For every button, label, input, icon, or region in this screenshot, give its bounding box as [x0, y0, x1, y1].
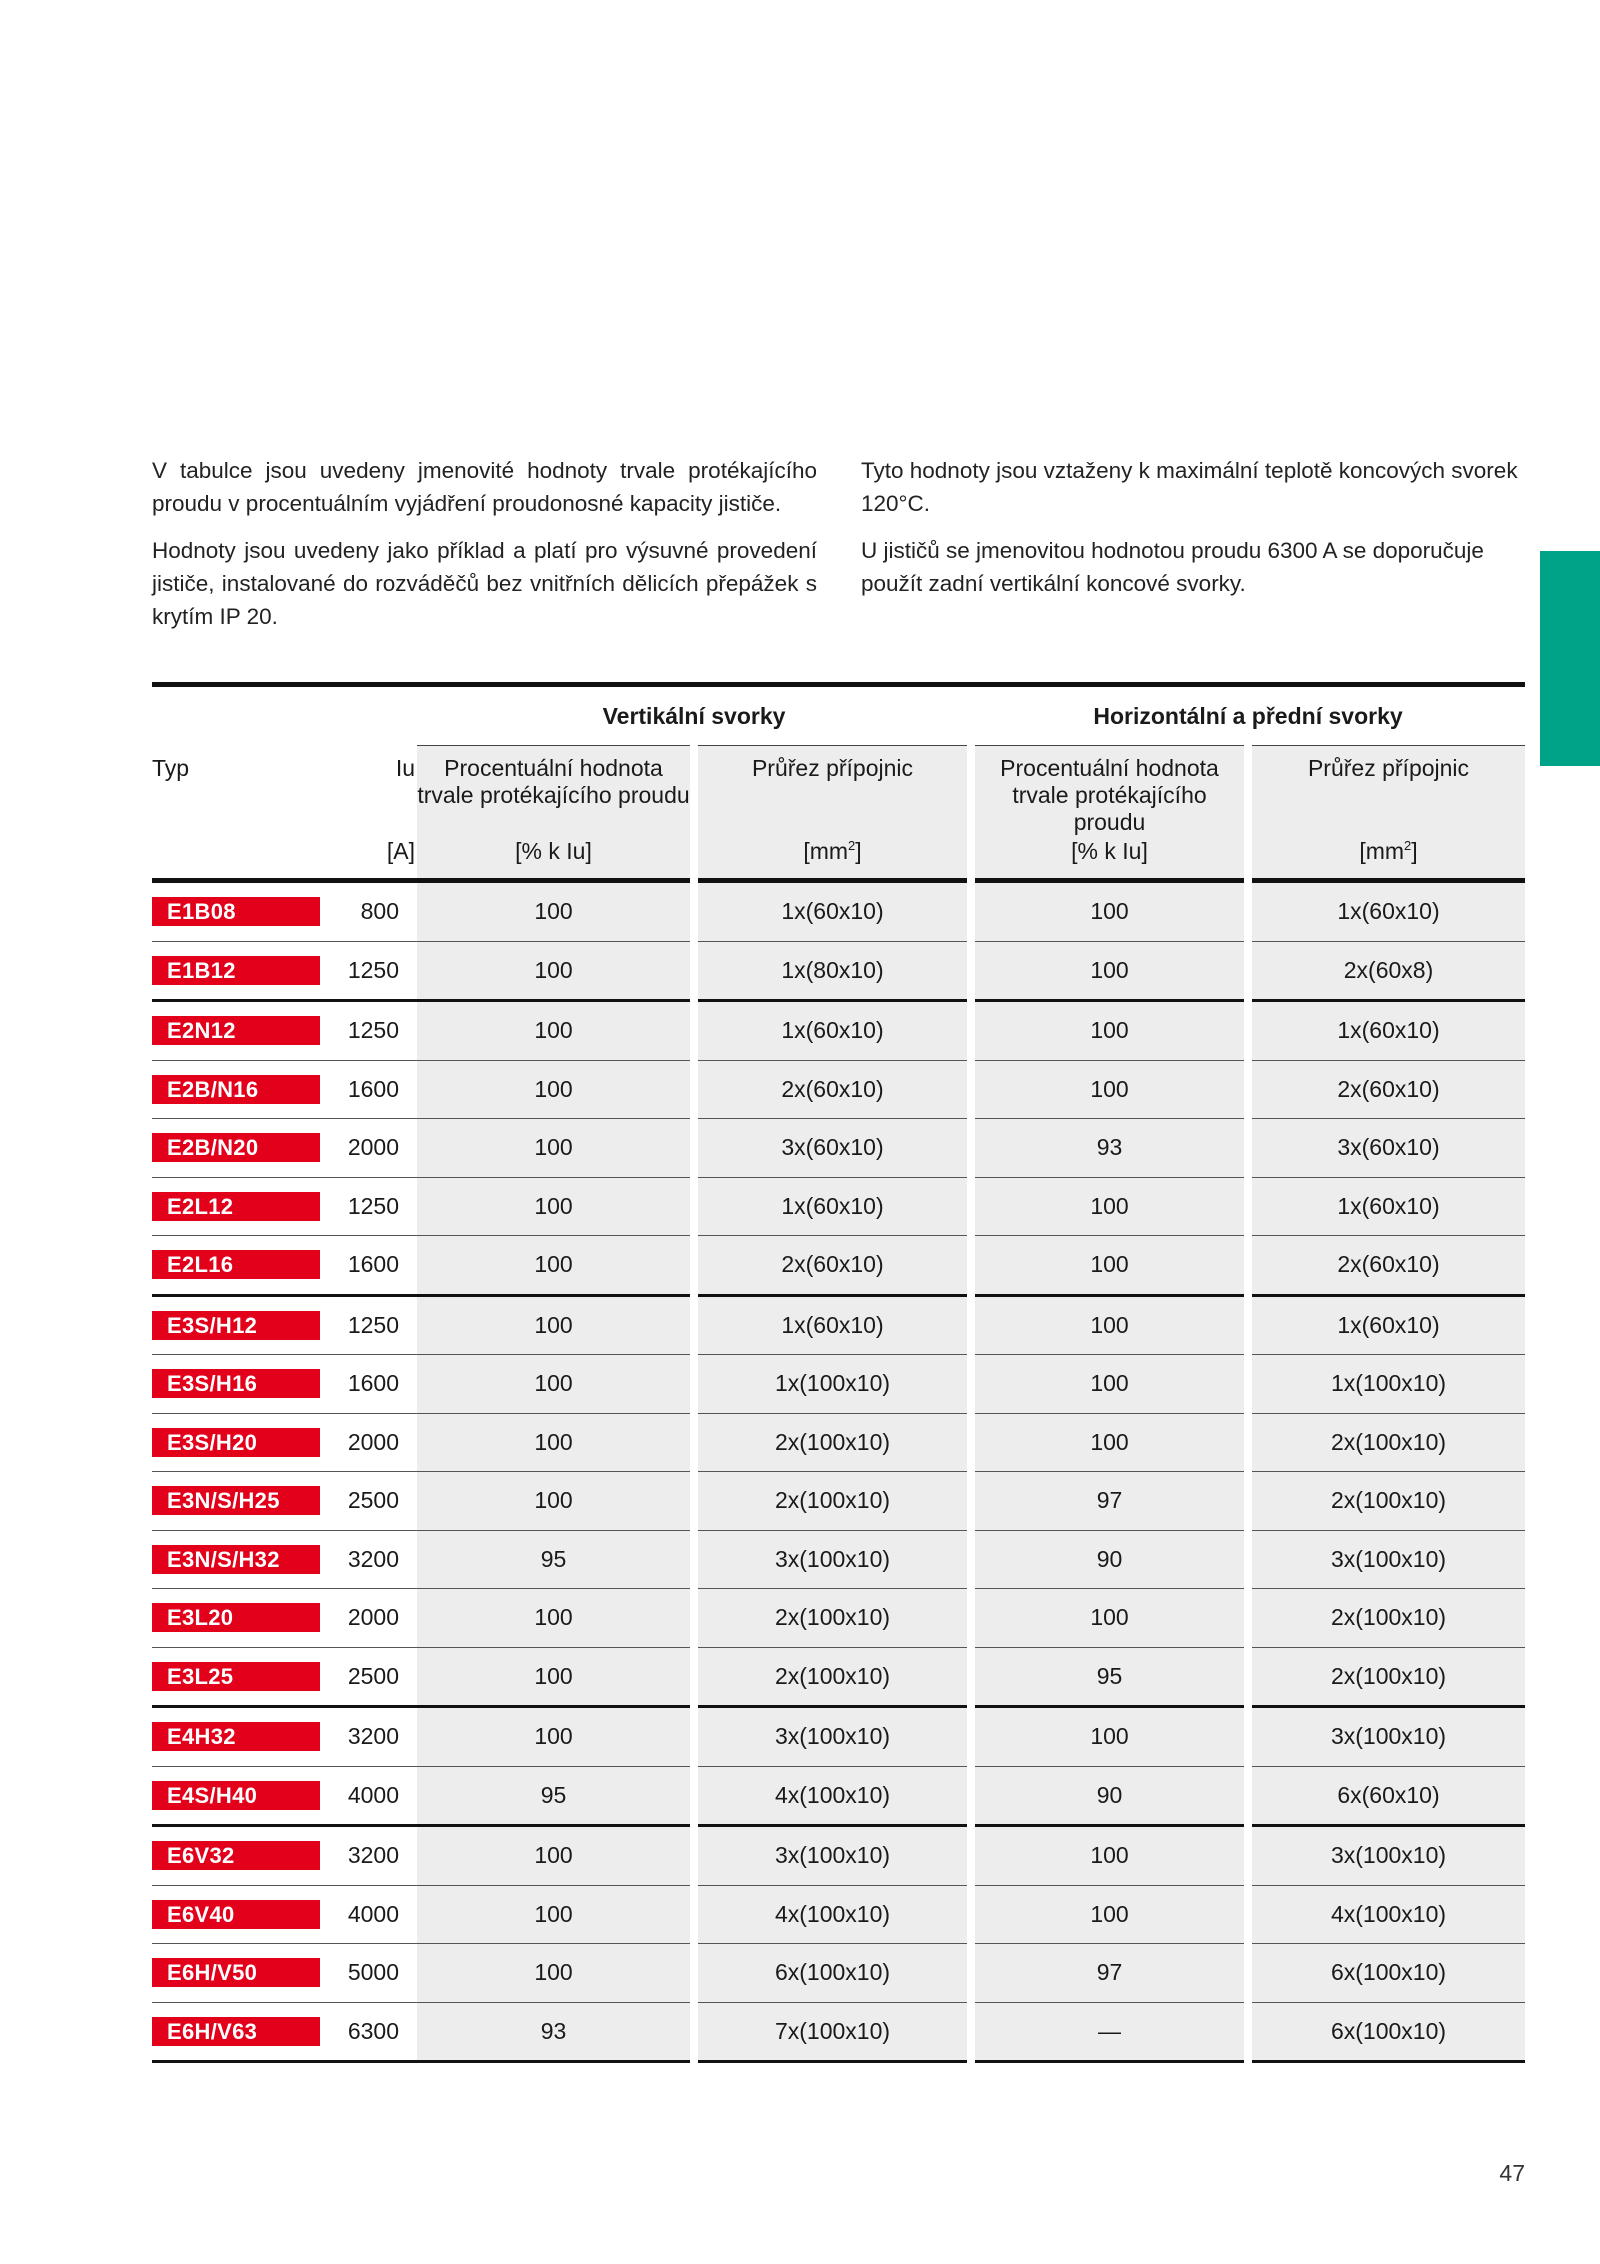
rated-current-cell: 2000	[337, 1119, 417, 1178]
type-cell	[152, 881, 337, 942]
type-cell	[152, 1060, 337, 1119]
type-badge: E1B08	[152, 897, 320, 926]
intro-left-column	[152, 454, 817, 647]
vertical-percent-cell: 100	[417, 1707, 694, 1767]
table-row	[152, 1295, 1525, 1355]
horizontal-cross-section-cell: 2x(100x10)	[1248, 1589, 1525, 1648]
column-header-iu: Iu	[395, 754, 415, 781]
vertical-cross-section-cell: 3x(100x10)	[694, 1530, 971, 1589]
unit-horizontal-cross-section: $[mm^2]$	[1248, 836, 1525, 881]
rated-current-cell: 2500	[337, 1472, 417, 1531]
horizontal-cross-section-cell: 2x(60x8)	[1248, 941, 1525, 1001]
type-badge: E6H/V63	[152, 2017, 320, 2046]
horizontal-percent-cell: 100	[971, 881, 1248, 942]
horizontal-cross-section-cell: 1x(60x10)	[1248, 1001, 1525, 1061]
horizontal-cross-section-cell: 1x(100x10)	[1248, 1355, 1525, 1414]
rated-current-cell: 5000	[337, 1944, 417, 2003]
horizontal-cross-section-cell: 6x(100x10)	[1248, 1944, 1525, 2003]
vertical-cross-section-cell: 2x(60x10)	[694, 1060, 971, 1119]
intro-right-column	[861, 454, 1526, 614]
table-row	[152, 2002, 1525, 2062]
type-badge: E6H/V50	[152, 1958, 320, 1987]
vertical-cross-section-cell: 2x(100x10)	[694, 1413, 971, 1472]
horizontal-percent-cell: 100	[971, 941, 1248, 1001]
type-cell	[152, 1766, 337, 1826]
horizontal-cross-section-cell: 2x(60x10)	[1248, 1236, 1525, 1296]
unit-iu: [A]	[337, 836, 417, 881]
vertical-cross-section-cell: 3x(100x10)	[694, 1826, 971, 1886]
rated-current-cell: 3200	[337, 1530, 417, 1589]
vertical-percent-cell: 100	[417, 1647, 694, 1707]
table-row	[152, 1885, 1525, 1944]
horizontal-cross-section-cell: 3x(100x10)	[1248, 1826, 1525, 1886]
horizontal-percent-cell: 90	[971, 1530, 1248, 1589]
vertical-percent-cell: 95	[417, 1530, 694, 1589]
column-header-vertical-percent: Procentuální hodnota trvale protékajícího proudu	[417, 746, 694, 837]
type-badge: E3L20	[152, 1603, 320, 1632]
vertical-cross-section-cell: 6x(100x10)	[694, 1944, 971, 2003]
unit-horizontal-percent: [% k Iu]	[971, 836, 1248, 881]
type-cell	[152, 1177, 337, 1236]
table-row	[152, 1589, 1525, 1648]
horizontal-percent-cell: 97	[971, 1472, 1248, 1531]
horizontal-percent-cell: 100	[971, 1295, 1248, 1355]
table-row	[152, 1707, 1525, 1767]
type-badge: E3S/H16	[152, 1369, 320, 1398]
rating-table	[152, 682, 1525, 2063]
horizontal-percent-cell: 100	[971, 1885, 1248, 1944]
vertical-percent-cell: 100	[417, 1295, 694, 1355]
vertical-cross-section-cell: 1x(60x10)	[694, 1001, 971, 1061]
horizontal-cross-section-cell: 2x(60x10)	[1248, 1060, 1525, 1119]
horizontal-percent-cell: 97	[971, 1944, 1248, 2003]
rated-current-cell: 4000	[337, 1885, 417, 1944]
table-row	[152, 1766, 1525, 1826]
rated-current-cell: 2000	[337, 1413, 417, 1472]
vertical-cross-section-cell: 2x(100x10)	[694, 1589, 971, 1648]
column-header-horizontal-cross-section: Průřez přípojnic	[1248, 746, 1525, 837]
vertical-percent-cell: 95	[417, 1766, 694, 1826]
vertical-percent-cell: 100	[417, 1236, 694, 1296]
table-header	[152, 685, 1525, 881]
rated-current-cell: 2000	[337, 1589, 417, 1648]
horizontal-cross-section-cell: 3x(60x10)	[1248, 1119, 1525, 1178]
type-badge: E2L12	[152, 1192, 320, 1221]
type-cell	[152, 1647, 337, 1707]
horizontal-percent-cell: 100	[971, 1060, 1248, 1119]
vertical-percent-cell: 93	[417, 2002, 694, 2062]
vertical-cross-section-cell: 1x(80x10)	[694, 941, 971, 1001]
type-cell	[152, 1295, 337, 1355]
rated-current-cell: 1250	[337, 941, 417, 1001]
type-badge: E4S/H40	[152, 1781, 320, 1810]
horizontal-percent-cell: 100	[971, 1355, 1248, 1414]
rated-current-cell: 1250	[337, 1001, 417, 1061]
type-badge: E3N/S/H32	[152, 1545, 320, 1574]
page-number: 47	[1499, 2160, 1525, 2186]
horizontal-percent-cell: 100	[971, 1707, 1248, 1767]
table-row	[152, 1001, 1525, 1061]
table-row	[152, 1413, 1525, 1472]
rated-current-cell: 3200	[337, 1707, 417, 1767]
intro-paragraph: Tyto hodnoty jsou vztaženy k maximální teplotě koncových svorek 120°C.	[861, 458, 1518, 516]
table-row	[152, 1826, 1525, 1886]
section-tab-marker	[1540, 551, 1600, 766]
horizontal-percent-cell: 100	[971, 1177, 1248, 1236]
type-badge: E2L16	[152, 1250, 320, 1279]
horizontal-cross-section-cell: 6x(60x10)	[1248, 1766, 1525, 1826]
vertical-percent-cell: 100	[417, 1001, 694, 1061]
vertical-percent-cell: 100	[417, 1355, 694, 1414]
vertical-percent-cell: 100	[417, 1472, 694, 1531]
rated-current-cell: 1600	[337, 1060, 417, 1119]
table-row	[152, 1177, 1525, 1236]
vertical-cross-section-cell: 2x(100x10)	[694, 1647, 971, 1707]
vertical-percent-cell: 100	[417, 1060, 694, 1119]
table-row	[152, 1119, 1525, 1178]
type-badge: E4H32	[152, 1722, 320, 1751]
vertical-percent-cell: 100	[417, 1413, 694, 1472]
vertical-cross-section-cell: 3x(100x10)	[694, 1707, 971, 1767]
rated-current-cell: 1600	[337, 1355, 417, 1414]
type-badge: E2B/N16	[152, 1075, 320, 1104]
vertical-percent-cell: 100	[417, 1589, 694, 1648]
table-row	[152, 881, 1525, 942]
intro-paragraph: U jističů se jmenovitou hodnotou proudu 6300 A se doporučuje použít zadní vertikální koncové svorky.	[861, 538, 1484, 596]
horizontal-cross-section-cell: 4x(100x10)	[1248, 1885, 1525, 1944]
horizontal-percent-cell: 100	[971, 1589, 1248, 1648]
type-cell	[152, 1472, 337, 1531]
rated-current-cell: 1250	[337, 1295, 417, 1355]
table-row	[152, 941, 1525, 1001]
vertical-cross-section-cell: 1x(60x10)	[694, 1177, 971, 1236]
vertical-percent-cell: 100	[417, 881, 694, 942]
rated-current-cell: 2500	[337, 1647, 417, 1707]
vertical-percent-cell: 100	[417, 1826, 694, 1886]
horizontal-cross-section-cell: 2x(100x10)	[1248, 1647, 1525, 1707]
table-row	[152, 1355, 1525, 1414]
horizontal-percent-cell: 95	[971, 1647, 1248, 1707]
type-cell	[152, 1885, 337, 1944]
column-header-horizontal-percent: Procentuální hodnota trvale protékajícího proudu	[971, 746, 1248, 837]
rated-current-cell: 1250	[337, 1177, 417, 1236]
group-header-vertical: Vertikální svorky	[417, 685, 971, 746]
intro-paragraph: V tabulce jsou uvedeny jmenovité hodnoty trvale protékajícího proudu v procentuálním vyjádření proudonosné kapacity jističe.	[152, 458, 817, 516]
type-badge: E3S/H12	[152, 1311, 320, 1340]
type-cell	[152, 2002, 337, 2062]
horizontal-cross-section-cell: 3x(100x10)	[1248, 1530, 1525, 1589]
type-cell	[152, 1001, 337, 1061]
type-cell	[152, 1236, 337, 1296]
vertical-percent-cell: 100	[417, 1944, 694, 2003]
type-badge: E2B/N20	[152, 1133, 320, 1162]
vertical-cross-section-cell: 4x(100x10)	[694, 1885, 971, 1944]
type-cell	[152, 1530, 337, 1589]
type-badge: E1B12	[152, 956, 320, 985]
column-header-vertical-cross-section: Průřez přípojnic	[694, 746, 971, 837]
horizontal-percent-cell: 93	[971, 1119, 1248, 1178]
type-cell	[152, 1355, 337, 1414]
vertical-percent-cell: 100	[417, 1119, 694, 1178]
type-cell	[152, 1944, 337, 2003]
vertical-cross-section-cell: 1x(100x10)	[694, 1355, 971, 1414]
horizontal-percent-cell: 100	[971, 1001, 1248, 1061]
vertical-cross-section-cell: 3x(60x10)	[694, 1119, 971, 1178]
type-badge: E3S/H20	[152, 1428, 320, 1457]
horizontal-percent-cell: 100	[971, 1236, 1248, 1296]
horizontal-percent-cell: 100	[971, 1413, 1248, 1472]
table-row	[152, 1472, 1525, 1531]
intro-paragraph: Hodnoty jsou uvedeny jako příklad a platí pro výsuvné provedení jističe, instalované do rozváděčů bez vnitřních dělicích přepážek s krytím IP 20.	[152, 538, 817, 629]
type-badge: E3N/S/H25	[152, 1486, 320, 1515]
type-badge: E2N12	[152, 1016, 320, 1045]
horizontal-cross-section-cell: 1x(60x10)	[1248, 1295, 1525, 1355]
vertical-cross-section-cell: 2x(60x10)	[694, 1236, 971, 1296]
table-row	[152, 1060, 1525, 1119]
horizontal-cross-section-cell: 3x(100x10)	[1248, 1707, 1525, 1767]
horizontal-cross-section-cell: 1x(60x10)	[1248, 881, 1525, 942]
unit-vertical-percent: [% k Iu]	[417, 836, 694, 881]
horizontal-cross-section-cell: 6x(100x10)	[1248, 2002, 1525, 2062]
horizontal-percent-cell: 90	[971, 1766, 1248, 1826]
vertical-cross-section-cell: 4x(100x10)	[694, 1766, 971, 1826]
type-cell	[152, 941, 337, 1001]
horizontal-cross-section-cell: 2x(100x10)	[1248, 1413, 1525, 1472]
vertical-cross-section-cell: 1x(60x10)	[694, 1295, 971, 1355]
vertical-percent-cell: 100	[417, 1177, 694, 1236]
column-header-typ: Typ	[152, 754, 190, 781]
unit-vertical-cross-section: $[mm^2]$	[694, 836, 971, 881]
type-cell	[152, 1119, 337, 1178]
rated-current-cell: 4000	[337, 1766, 417, 1826]
vertical-cross-section-cell: 7x(100x10)	[694, 2002, 971, 2062]
table-row	[152, 1647, 1525, 1707]
horizontal-cross-section-cell: 1x(60x10)	[1248, 1177, 1525, 1236]
rated-current-cell: 800	[337, 881, 417, 942]
horizontal-percent-cell: 100	[971, 1826, 1248, 1886]
rating-table-wrapper	[152, 682, 1525, 2063]
type-badge: E6V32	[152, 1841, 320, 1870]
horizontal-percent-cell: —	[971, 2002, 1248, 2062]
table-row	[152, 1944, 1525, 2003]
type-cell	[152, 1413, 337, 1472]
vertical-cross-section-cell: 2x(100x10)	[694, 1472, 971, 1531]
rated-current-cell: 1600	[337, 1236, 417, 1296]
group-header-horizontal: Horizontální a přední svorky	[971, 685, 1525, 746]
rated-current-cell: 6300	[337, 2002, 417, 2062]
type-badge: E3L25	[152, 1662, 320, 1691]
table-body	[152, 881, 1525, 2062]
type-cell	[152, 1826, 337, 1886]
type-cell	[152, 1589, 337, 1648]
rated-current-cell: 3200	[337, 1826, 417, 1886]
vertical-cross-section-cell: 1x(60x10)	[694, 881, 971, 942]
horizontal-cross-section-cell: 2x(100x10)	[1248, 1472, 1525, 1531]
vertical-percent-cell: 100	[417, 1885, 694, 1944]
type-badge: E6V40	[152, 1900, 320, 1929]
table-row	[152, 1236, 1525, 1296]
table-row	[152, 1530, 1525, 1589]
type-cell	[152, 1707, 337, 1767]
vertical-percent-cell: 100	[417, 941, 694, 1001]
